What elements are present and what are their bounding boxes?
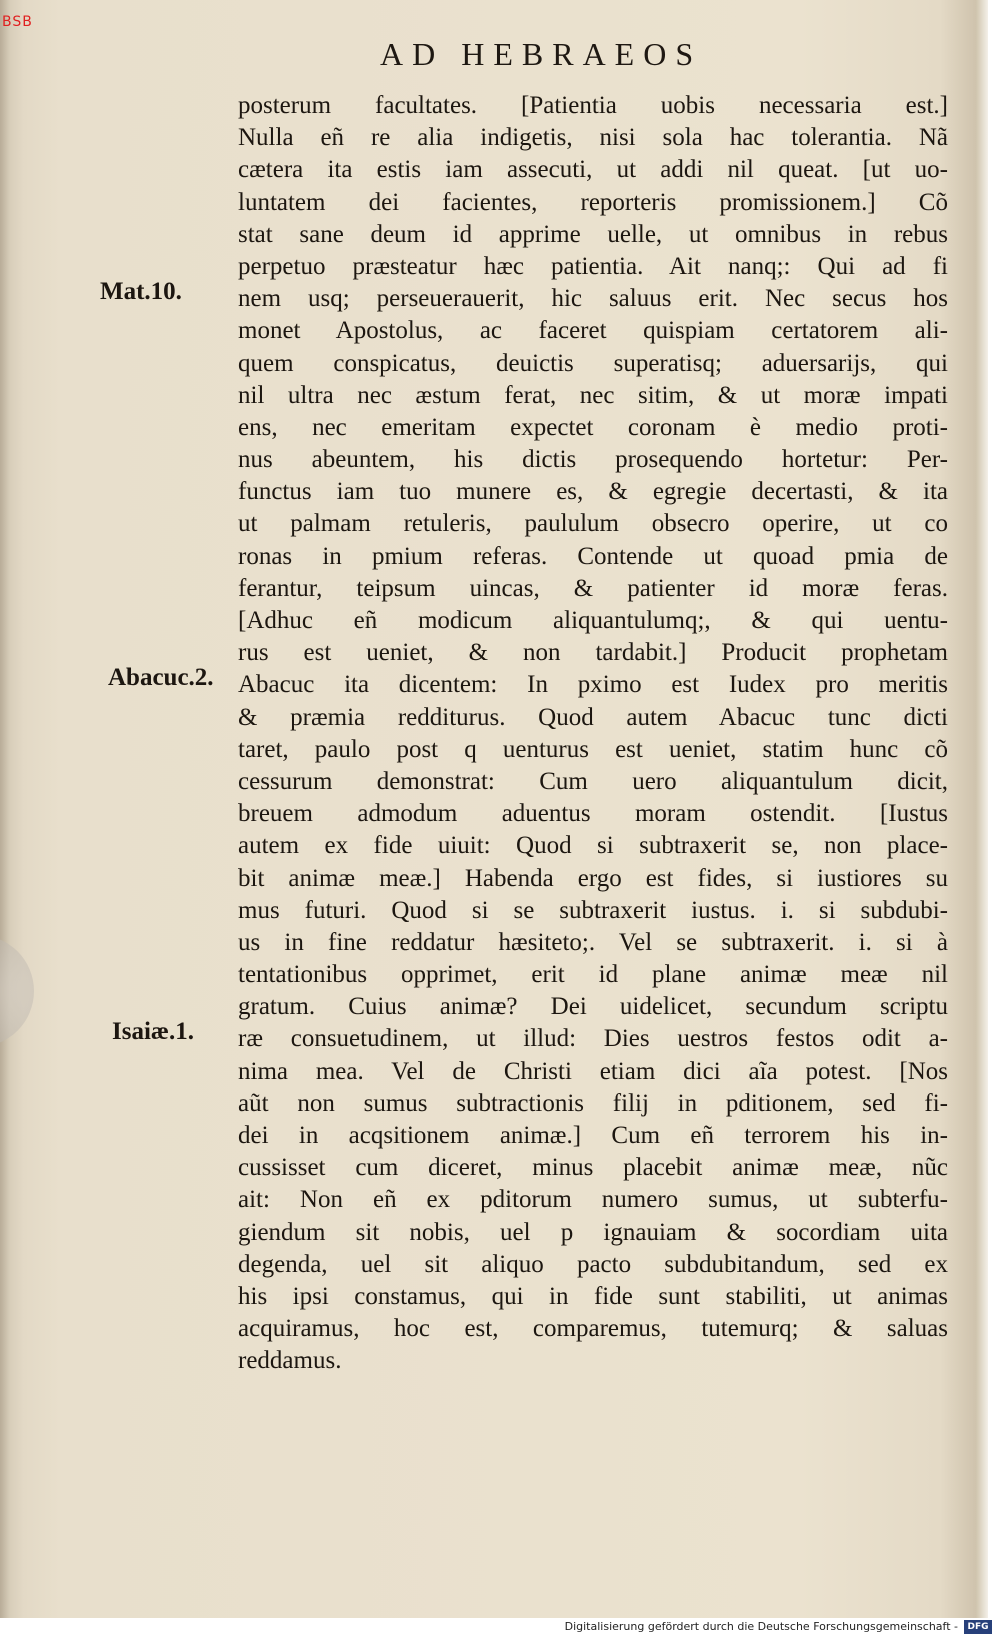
- text-line: ferantur, teipsum uincas, & patienter id moræ feras.: [238, 574, 948, 602]
- body-text: [238, 90, 948, 1378]
- text-line: cussisset cum diceret, minus placebit animæ meæ, nũc: [238, 1154, 948, 1182]
- text-line: nima mea. Vel de Christi etiam dici aĩa potest. [Nos: [238, 1057, 948, 1085]
- margin-note-isaiae: Isaiæ.1.: [112, 1018, 194, 1045]
- margin-note-mat: Mat.10.: [100, 278, 182, 305]
- running-head: AD HEBRAEOS: [380, 36, 703, 72]
- text-line: cessurum demonstrat: Cum uero aliquantulum dicit,: [238, 767, 948, 795]
- text-line: ræ consuetudinem, ut illud: Dies uestros festos odit a-: [238, 1025, 948, 1053]
- text-line: ut palmam retuleris, paululum obsecro operire, ut co: [238, 510, 948, 538]
- text-line: tentationibus opprimet, erit id plane animæ meæ nil: [238, 961, 948, 989]
- text-line: ait: Non eñ ex pditorum numero sumus, ut subterfu-: [238, 1186, 948, 1214]
- text-line: taret, paulo post q uenturus est ueniet, statim hunc cõ: [238, 735, 948, 763]
- text-line: stat sane deum id apprime uelle, ut omnibus in rebus: [238, 220, 948, 248]
- text-line: mus futuri. Quod si se subtraxerit iustus. i. si subdubi-: [238, 896, 948, 924]
- text-line: nem usq; perseuerauerit, hic saluus erit. Nec secus hos: [238, 285, 948, 313]
- text-line: breuem admodum aduentus moram ostendit. [Iustus: [238, 800, 948, 828]
- text-line: Abacuc ita dicentem: In pximo est Iudex pro meritis: [238, 671, 948, 699]
- text-line: degenda, uel sit aliquo pacto subdubitandum, sed ex: [238, 1250, 948, 1278]
- text-line: dei in acqsitionem animæ.] Cum eñ terrorem his in-: [238, 1122, 948, 1149]
- text-line: his ipsi constamus, qui in fide sunt stabiliti, ut animas: [238, 1282, 948, 1310]
- funding-credit: Digitalisierung gefördert durch die Deutsche Forschungsgemeinschaft -: [564, 1620, 958, 1633]
- text-line: bit animæ meæ.] Habenda ergo est fides, si iustiores su: [238, 864, 948, 892]
- text-line: acquiramus, hoc est, comparemus, tutemurq; & saluas: [238, 1315, 948, 1343]
- text-line: aũt non sumus subtractionis filij in pditionem, sed fi-: [238, 1089, 948, 1117]
- text-line: reddamus.: [238, 1347, 342, 1375]
- text-line: giendum sit nobis, uel p ignauiam & socordiam uita: [238, 1218, 948, 1246]
- margin-note-abacuc: Abacuc.2.: [108, 664, 214, 691]
- text-line: nil ultra nec æstum ferat, nec sitim, & ut moræ impati: [238, 381, 948, 409]
- text-line: monet Apostolus, ac faceret quispiam certatorem ali-: [238, 317, 948, 345]
- text-line: perpetuo præsteatur hæc patientia. Ait nanq;: Qui ad fi: [238, 252, 948, 280]
- text-line: gratum. Cuius animæ? Dei uidelicet, secundum scriptu: [238, 993, 948, 1021]
- text-line: quem conspicatus, deuictis superatisq; aduersarijs, qui: [238, 349, 948, 377]
- text-line: ronas in pmium referas. Contende ut quoad pmia de: [238, 542, 948, 570]
- library-shelfmark: BSB: [2, 14, 33, 30]
- text-line: cætera ita estis iam assecuti, ut addi nil queat. [ut uo-: [238, 156, 948, 184]
- text-line: & præmia redditurus. Quod autem Abacuc tunc dicti: [238, 703, 948, 731]
- text-line: [Adhuc eñ modicum aliquantulumq;, & qui uentu-: [238, 607, 948, 634]
- text-line: posterum facultates. [Patientia uobis necessaria est.]: [238, 92, 948, 119]
- text-line: ens, nec emeritam expectet coronam è medio proti-: [238, 413, 948, 441]
- text-line: rus est ueniet, & non tardabit.] Producit prophetam: [238, 639, 948, 667]
- text-line: luntatem dei facientes, reporteris promissionem.] Cõ: [238, 188, 948, 216]
- text-line: nus abeuntem, his dictis prosequendo hortetur: Per-: [238, 446, 948, 474]
- page-tab-shadow: [0, 935, 34, 1047]
- text-line: us in fine reddatur hæsiteto;. Vel se subtraxerit. i. si à: [238, 928, 948, 956]
- text-line: functus iam tuo munere es, & egregie decertasti, & ita: [238, 478, 948, 506]
- dfg-logo: DFG: [964, 1620, 992, 1634]
- text-line: autem ex fide uiuit: Quod si subtraxerit se, non place-: [238, 832, 948, 860]
- text-line: Nulla eñ re alia indigetis, nisi sola hac tolerantia. Nã: [238, 124, 948, 152]
